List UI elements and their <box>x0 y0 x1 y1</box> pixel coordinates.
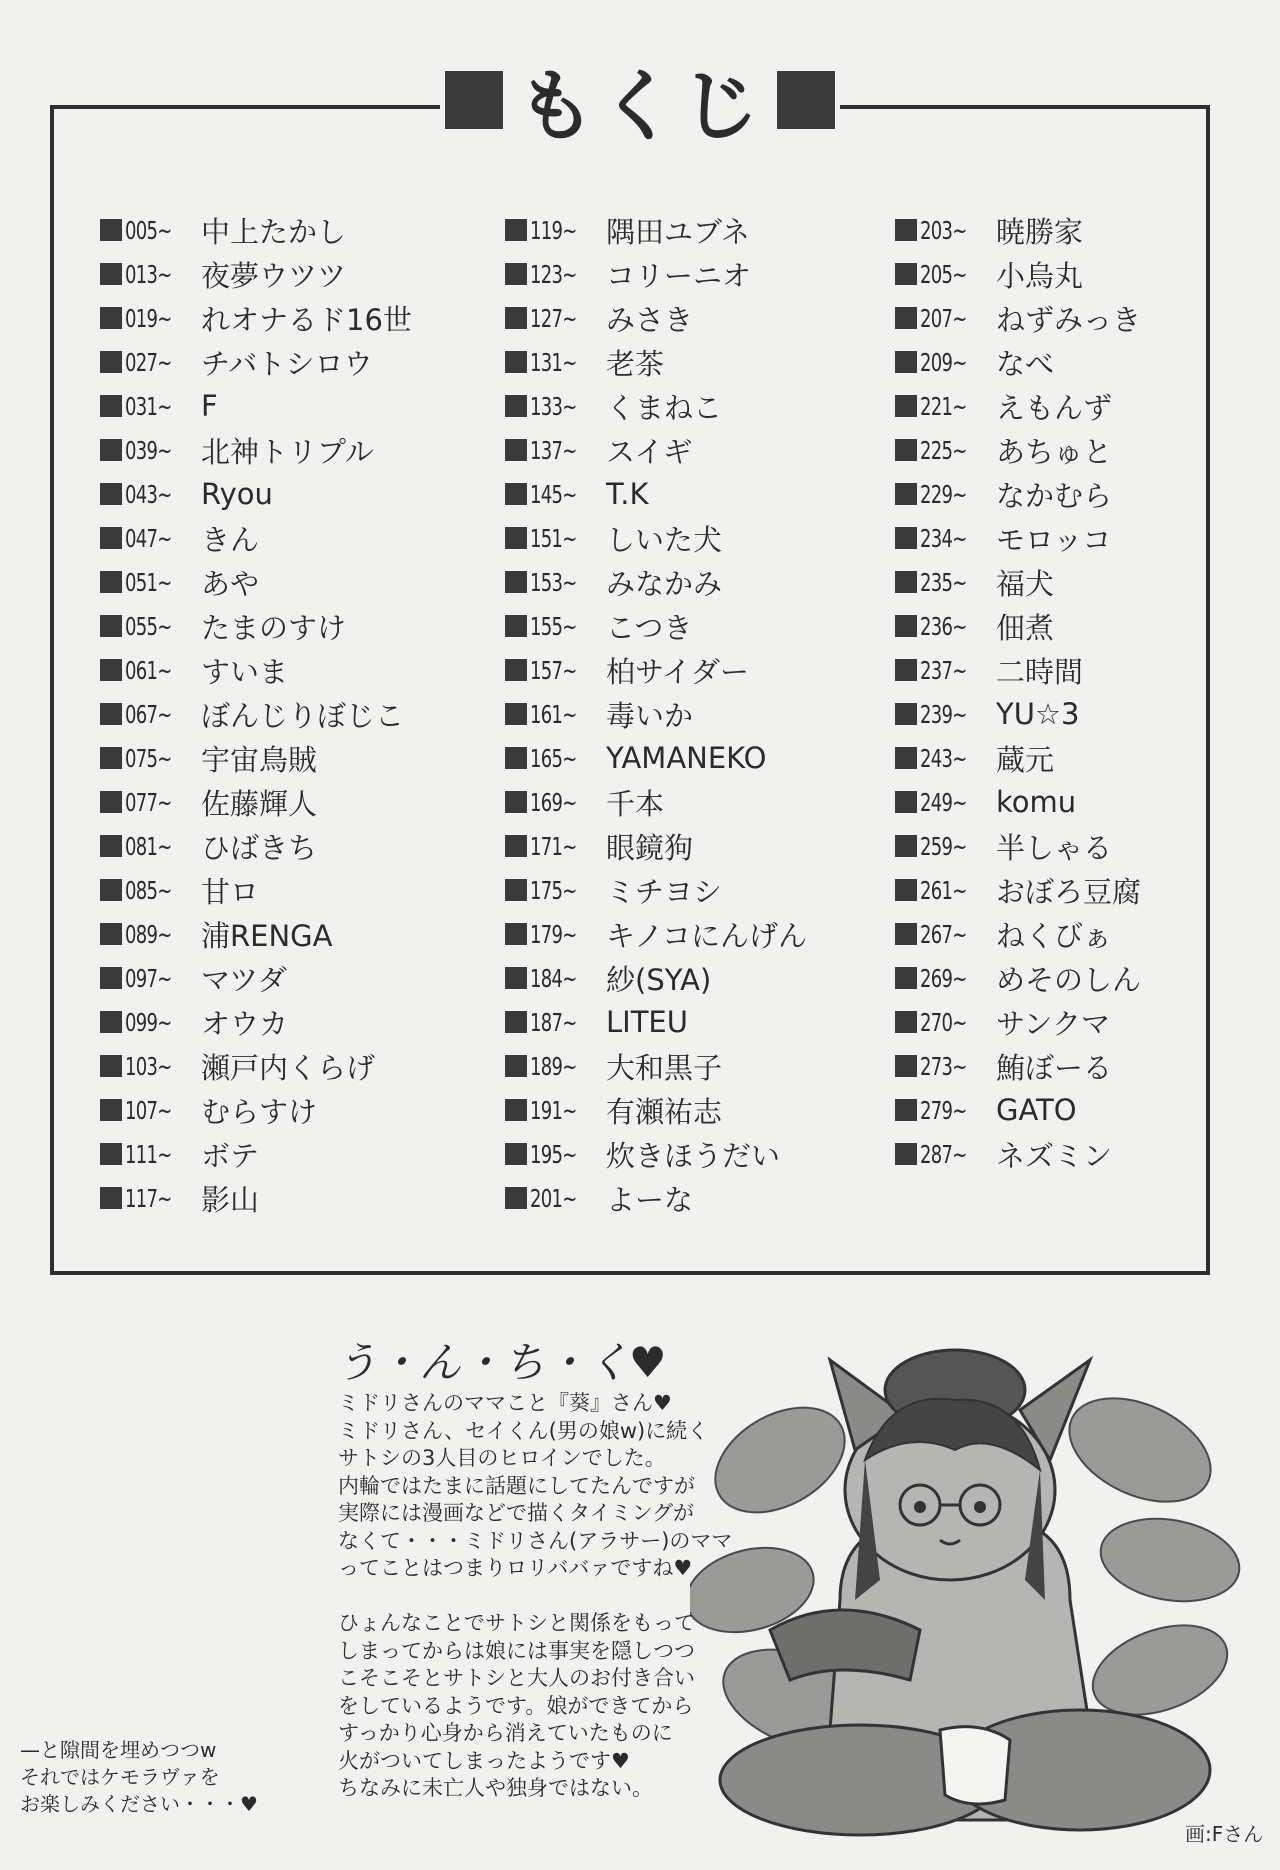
entry-artist: 影山 <box>201 1182 260 1217</box>
entry-page: 119~ <box>530 215 577 245</box>
toc-entry <box>100 868 412 912</box>
toc-entry <box>505 252 807 296</box>
entry-page: 189~ <box>530 1051 577 1081</box>
entry-artist: えもんず <box>996 390 1113 425</box>
entry-page: 279~ <box>920 1095 967 1125</box>
bullet-square-icon <box>505 1011 527 1033</box>
entry-page: 067~ <box>125 699 172 729</box>
toc-entry <box>895 340 1141 384</box>
entry-page: 111~ <box>125 1139 172 1169</box>
bullet-square-icon <box>505 615 527 637</box>
entry-artist: 暁勝家 <box>996 214 1084 249</box>
bullet-square-icon <box>100 615 122 637</box>
entry-page: 039~ <box>125 435 172 465</box>
entry-artist: たまのすけ <box>201 610 347 645</box>
toc-entry <box>100 1044 412 1088</box>
entry-artist: すいま <box>201 654 289 689</box>
toc-entry <box>895 384 1141 428</box>
entry-page: 137~ <box>530 435 577 465</box>
toc-entry <box>895 296 1141 340</box>
bullet-square-icon <box>895 1055 917 1077</box>
bullet-square-icon <box>100 659 122 681</box>
bullet-square-icon <box>505 791 527 813</box>
entry-page: 027~ <box>125 347 172 377</box>
bullet-square-icon <box>100 395 122 417</box>
toc-entry <box>505 692 807 736</box>
toc-entry <box>505 340 807 384</box>
bullet-square-icon <box>895 835 917 857</box>
bullet-square-icon <box>895 307 917 329</box>
bullet-square-icon <box>895 615 917 637</box>
bullet-square-icon <box>100 879 122 901</box>
entry-page: 229~ <box>920 479 967 509</box>
toc-entry <box>100 208 412 252</box>
entry-page: 169~ <box>530 787 577 817</box>
entry-page: 097~ <box>125 963 172 993</box>
entry-artist: チバトシロウ <box>201 346 373 381</box>
title-square-right-icon <box>777 71 835 129</box>
entry-artist: 炊きほうだい <box>606 1138 781 1173</box>
entry-page: 145~ <box>530 479 577 509</box>
toc-column-1 <box>100 208 412 1220</box>
entry-page: 187~ <box>530 1007 577 1037</box>
toc-entry <box>100 340 412 384</box>
entry-page: 239~ <box>920 699 967 729</box>
toc-entry <box>895 1132 1141 1176</box>
entry-page: 191~ <box>530 1095 577 1125</box>
toc-entry <box>100 1176 412 1220</box>
bullet-square-icon <box>505 395 527 417</box>
bullet-square-icon <box>100 923 122 945</box>
bullet-square-icon <box>895 703 917 725</box>
bullet-square-icon <box>505 879 527 901</box>
entry-artist: マツダ <box>201 962 287 997</box>
toc-entry <box>100 1088 412 1132</box>
note-paragraph-1: ミドリさんのママこと『葵』さん♥ ミドリさん、セイくん(男の娘w)に続く サトシの3人目のヒロインでした。 内輪ではたまに話題にしてたんですが 実際には漫画などで描くタイミングが なくて・・・ミドリさん(アラサー)のママ ってことはつまりロリババァですね♥ <box>338 1391 733 1580</box>
entry-page: 019~ <box>125 303 172 333</box>
toc-column-2 <box>505 208 807 1220</box>
bullet-square-icon <box>100 219 122 241</box>
entry-artist: 眼鏡狗 <box>606 830 694 865</box>
toc-entry <box>100 428 412 472</box>
entry-page: 270~ <box>920 1007 967 1037</box>
entry-artist: ネズミン <box>996 1138 1113 1173</box>
entry-artist: あちゅと <box>996 434 1113 469</box>
toc-header <box>440 55 840 152</box>
toc-entry <box>895 428 1141 472</box>
entry-page: 081~ <box>125 831 172 861</box>
entry-artist: 浦RENGA <box>201 918 333 953</box>
entry-page: 203~ <box>920 215 967 245</box>
entry-page: 051~ <box>125 567 172 597</box>
bullet-square-icon <box>895 219 917 241</box>
toc-entry <box>895 604 1141 648</box>
entry-page: 131~ <box>530 347 577 377</box>
entry-artist: 夜夢ウツツ <box>201 258 347 293</box>
entry-artist: 隅田ユブネ <box>606 214 750 249</box>
entry-page: 089~ <box>125 919 172 949</box>
entry-artist: 鮪ぼーる <box>996 1050 1113 1085</box>
entry-artist: 半しゃる <box>996 830 1113 865</box>
entry-artist: 有瀬祐志 <box>606 1094 723 1129</box>
entry-artist: モロッコ <box>996 522 1112 557</box>
toc-entry <box>100 692 412 736</box>
entry-page: 043~ <box>125 479 172 509</box>
toc-entry <box>505 1132 807 1176</box>
bullet-square-icon <box>100 527 122 549</box>
bullet-square-icon <box>895 395 917 417</box>
bullet-square-icon <box>505 835 527 857</box>
toc-entry <box>895 956 1141 1000</box>
entry-artist: 蔵元 <box>996 742 1055 777</box>
entry-page: 237~ <box>920 655 967 685</box>
bullet-square-icon <box>895 967 917 989</box>
toc-entry <box>100 604 412 648</box>
bullet-square-icon <box>100 703 122 725</box>
bullet-square-icon <box>895 527 917 549</box>
entry-artist: 千本 <box>606 786 665 821</box>
entry-page: 077~ <box>125 787 172 817</box>
entry-artist: きん <box>201 522 260 557</box>
toc-entry <box>505 912 807 956</box>
entry-page: 175~ <box>530 875 577 905</box>
toc-entry <box>100 824 412 868</box>
entry-page: 107~ <box>125 1095 172 1125</box>
entry-page: 234~ <box>920 523 967 553</box>
toc-entry <box>100 956 412 1000</box>
entry-artist: サンクマ <box>996 1006 1110 1041</box>
entry-artist: ミチヨシ <box>606 874 723 909</box>
toc-entry <box>100 516 412 560</box>
entry-artist: 佐藤輝人 <box>201 786 318 821</box>
entry-page: 184~ <box>530 963 577 993</box>
entry-artist: 毒いか <box>606 698 694 733</box>
entry-page: 085~ <box>125 875 172 905</box>
entry-artist: コリーニオ <box>606 258 752 293</box>
bullet-square-icon <box>505 703 527 725</box>
entry-page: 055~ <box>125 611 172 641</box>
entry-page: 209~ <box>920 347 967 377</box>
toc-entry <box>100 736 412 780</box>
entry-artist: なかむら <box>996 478 1113 513</box>
bullet-square-icon <box>505 219 527 241</box>
entry-page: 151~ <box>530 523 577 553</box>
entry-artist: ねずみっき <box>996 302 1142 337</box>
entry-artist: めそのしん <box>996 962 1142 997</box>
entry-artist: YU☆3 <box>996 697 1080 731</box>
toc-entry <box>895 472 1141 516</box>
bullet-square-icon <box>505 1143 527 1165</box>
toc-entry <box>505 428 807 472</box>
toc-entry <box>505 384 807 428</box>
bullet-square-icon <box>895 747 917 769</box>
bullet-square-icon <box>100 835 122 857</box>
entry-artist: よーな <box>606 1182 694 1217</box>
bullet-square-icon <box>100 1055 122 1077</box>
entry-page: 207~ <box>920 303 967 333</box>
bullet-square-icon <box>895 923 917 945</box>
toc-entry <box>505 516 807 560</box>
toc-entry <box>505 868 807 912</box>
entry-page: 005~ <box>125 215 172 245</box>
entry-page: 261~ <box>920 875 967 905</box>
toc-entry <box>100 560 412 604</box>
bullet-square-icon <box>895 439 917 461</box>
entry-artist: オウカ <box>201 1006 289 1041</box>
entry-page: 013~ <box>125 259 172 289</box>
toc-entry <box>100 296 412 340</box>
illustration-credit: 画:Fさん <box>1185 1822 1264 1846</box>
entry-page: 099~ <box>125 1007 172 1037</box>
entry-page: 155~ <box>530 611 577 641</box>
entry-artist: F <box>201 389 218 423</box>
entry-page: 267~ <box>920 919 967 949</box>
entry-page: 133~ <box>530 391 577 421</box>
toc-entry <box>505 956 807 1000</box>
toc-entry <box>895 780 1141 824</box>
entry-page: 161~ <box>530 699 577 729</box>
toc-entry <box>505 604 807 648</box>
toc-entry <box>895 252 1141 296</box>
entry-artist: ボテ <box>201 1138 260 1173</box>
bullet-square-icon <box>505 483 527 505</box>
bullet-square-icon <box>895 791 917 813</box>
entry-page: 123~ <box>530 259 577 289</box>
entry-artist: ひばきち <box>201 830 318 865</box>
bullet-square-icon <box>100 747 122 769</box>
toc-entry <box>895 560 1141 604</box>
entry-artist: 小烏丸 <box>996 258 1084 293</box>
bullet-square-icon <box>505 351 527 373</box>
bullet-square-icon <box>895 351 917 373</box>
entry-artist: れオナるド16世 <box>201 302 412 337</box>
entry-artist: 甘ロ <box>201 874 260 909</box>
toc-entry <box>505 824 807 868</box>
entry-artist: むらすけ <box>201 1094 318 1129</box>
entry-page: 103~ <box>125 1051 172 1081</box>
bullet-square-icon <box>505 967 527 989</box>
bullet-square-icon <box>100 571 122 593</box>
toc-entry <box>895 736 1141 780</box>
entry-page: 127~ <box>530 303 577 333</box>
note-paragraph-2: ひょんなことでサトシと関係をもって しまってからは娘には事実を隠しつつ こそこそとサトシと大人のお付き合い をしているようです。娘ができてから すっかり心身から消えていたものに 火がついてしまったようです♥ ちなみに未亡人や独身ではない。 <box>338 1611 695 1800</box>
entry-artist: 中上たかし <box>201 214 347 249</box>
bullet-square-icon <box>895 571 917 593</box>
bullet-square-icon <box>100 967 122 989</box>
toc-entry <box>895 648 1141 692</box>
entry-page: 236~ <box>920 611 967 641</box>
toc-entry <box>895 868 1141 912</box>
entry-page: 235~ <box>920 567 967 597</box>
entry-page: 201~ <box>530 1183 577 1213</box>
entry-page: 061~ <box>125 655 172 685</box>
entry-page: 171~ <box>530 831 577 861</box>
toc-column-3 <box>895 208 1141 1176</box>
toc-entry <box>505 296 807 340</box>
bullet-square-icon <box>505 1099 527 1121</box>
bullet-square-icon <box>100 1099 122 1121</box>
entry-page: 179~ <box>530 919 577 949</box>
entry-page: 117~ <box>125 1183 172 1213</box>
entry-page: 249~ <box>920 787 967 817</box>
toc-entry <box>895 208 1141 252</box>
bullet-square-icon <box>505 1187 527 1209</box>
bullet-square-icon <box>505 659 527 681</box>
bullet-square-icon <box>895 483 917 505</box>
entry-artist: T.K <box>606 477 649 511</box>
entry-page: 047~ <box>125 523 172 553</box>
entry-page: 153~ <box>530 567 577 597</box>
toc-entry <box>100 252 412 296</box>
bullet-square-icon <box>505 307 527 329</box>
toc-entry <box>100 912 412 956</box>
entry-artist: スイギ <box>606 434 693 469</box>
toc-entry <box>505 560 807 604</box>
bullet-square-icon <box>505 263 527 285</box>
entry-artist: 宇宙鳥賊 <box>201 742 318 777</box>
toc-entry <box>505 208 807 252</box>
entry-artist: ねくびぁ <box>996 918 1113 953</box>
toc-entry <box>505 1176 807 1220</box>
entry-artist: キノコにんげん <box>606 918 807 953</box>
bullet-square-icon <box>895 1099 917 1121</box>
entry-page: 165~ <box>530 743 577 773</box>
bullet-square-icon <box>100 1143 122 1165</box>
entry-artist: 柏サイダー <box>606 654 749 689</box>
note-title: う・ん・ち・く♥ <box>335 1338 667 1387</box>
entry-artist: YAMANEKO <box>606 741 767 775</box>
entry-artist: 二時間 <box>996 654 1084 689</box>
entry-artist: おぼろ豆腐 <box>996 874 1142 909</box>
toc-entry <box>100 648 412 692</box>
toc-entry <box>895 692 1141 736</box>
entry-artist: みなかみ <box>606 566 723 601</box>
entry-page: 269~ <box>920 963 967 993</box>
bullet-square-icon <box>100 483 122 505</box>
entry-artist: なべ <box>996 346 1055 381</box>
toc-entry <box>100 1132 412 1176</box>
entry-page: 243~ <box>920 743 967 773</box>
bullet-square-icon <box>505 527 527 549</box>
bullet-square-icon <box>895 263 917 285</box>
bullet-square-icon <box>100 1187 122 1209</box>
toc-entry <box>505 736 807 780</box>
bullet-square-icon <box>505 923 527 945</box>
bullet-square-icon <box>895 879 917 901</box>
bullet-square-icon <box>505 439 527 461</box>
entry-artist: みさき <box>606 302 694 337</box>
toc-entry <box>100 472 412 516</box>
entry-artist: しいた犬 <box>606 522 723 557</box>
entry-page: 225~ <box>920 435 967 465</box>
entry-page: 157~ <box>530 655 577 685</box>
entry-artist: 福犬 <box>996 566 1055 601</box>
character-illustration <box>690 1300 1250 1860</box>
entry-page: 031~ <box>125 391 172 421</box>
toc-entry <box>100 780 412 824</box>
toc-entry <box>100 1000 412 1044</box>
entry-artist: くまねこ <box>606 390 723 425</box>
entry-artist: 老茶 <box>606 346 665 381</box>
entry-page: 273~ <box>920 1051 967 1081</box>
toc-entry <box>505 472 807 516</box>
title-square-left-icon <box>445 71 503 129</box>
toc-entry <box>505 780 807 824</box>
bullet-square-icon <box>100 307 122 329</box>
toc-entry <box>505 1088 807 1132</box>
bullet-square-icon <box>895 1143 917 1165</box>
toc-entry <box>895 1088 1141 1132</box>
entry-artist: komu <box>996 785 1077 819</box>
entry-page: 259~ <box>920 831 967 861</box>
bullet-square-icon <box>100 439 122 461</box>
entry-artist: ぼんじりぼじこ <box>201 698 405 733</box>
bullet-square-icon <box>505 1055 527 1077</box>
toc-entry <box>895 824 1141 868</box>
toc-entry <box>505 648 807 692</box>
entry-page: 221~ <box>920 391 967 421</box>
entry-page: 287~ <box>920 1139 967 1169</box>
toc-entry <box>895 912 1141 956</box>
bullet-square-icon <box>505 747 527 769</box>
bullet-square-icon <box>100 1011 122 1033</box>
bullet-square-icon <box>100 263 122 285</box>
bullet-square-icon <box>100 791 122 813</box>
entry-page: 205~ <box>920 259 967 289</box>
entry-artist: 瀬戸内くらげ <box>201 1050 376 1085</box>
entry-page: 195~ <box>530 1139 577 1169</box>
entry-artist: 北神トリプル <box>201 434 374 469</box>
entry-artist: あや <box>201 566 260 601</box>
toc-entry <box>100 384 412 428</box>
side-note: —と隙間を埋めつつw それではケモラヴァを お楽しみください・・・♥ <box>20 1738 258 1816</box>
page-title: もくじ <box>516 62 763 152</box>
bullet-square-icon <box>505 571 527 593</box>
bullet-square-icon <box>100 351 122 373</box>
bullet-square-icon <box>895 1011 917 1033</box>
entry-artist: 紗(SYA) <box>606 962 712 997</box>
entry-artist: GATO <box>996 1093 1077 1127</box>
toc-entry <box>505 1000 807 1044</box>
toc-entry <box>895 516 1141 560</box>
entry-artist: こつき <box>606 610 693 645</box>
toc-entry <box>505 1044 807 1088</box>
entry-artist: 大和黒子 <box>606 1050 723 1085</box>
entry-artist: Ryou <box>201 477 273 511</box>
entry-artist: LITEU <box>606 1005 688 1039</box>
bullet-square-icon <box>895 659 917 681</box>
toc-entry <box>895 1044 1141 1088</box>
entry-page: 075~ <box>125 743 172 773</box>
entry-artist: 佃煮 <box>996 610 1055 645</box>
toc-entry <box>895 1000 1141 1044</box>
